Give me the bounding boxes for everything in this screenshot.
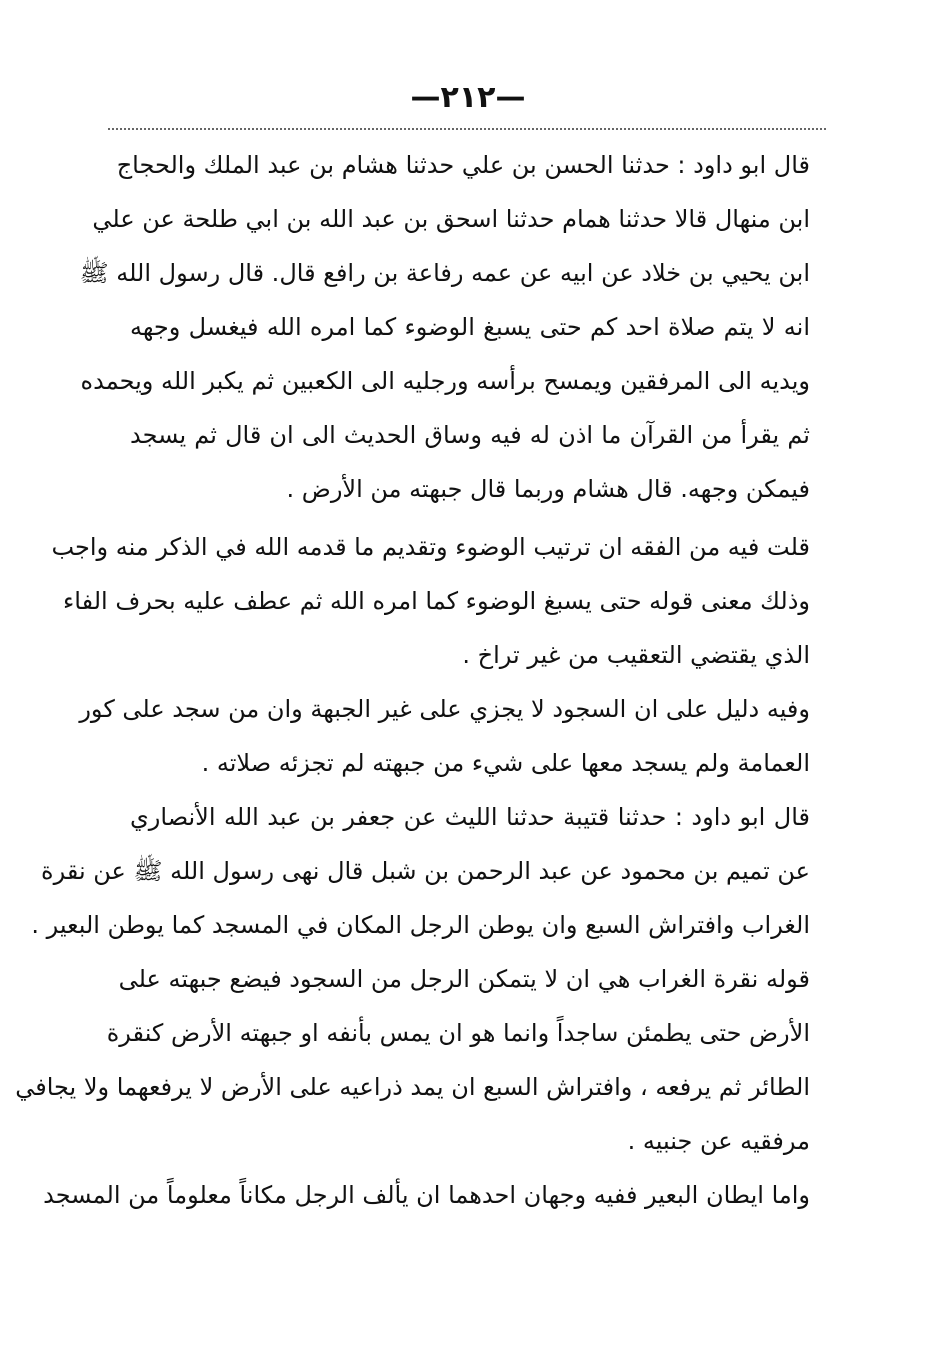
paragraph-1: [79, 138, 810, 516]
text-line: ابن يحيي بن خلاد عن ابيه عن عمه رفاعة بن رافع قال. قال رسول الله ﷺ: [79, 259, 810, 287]
text-line: ابن منهال قالا حدثنا همام حدثنا اسحق بن عبد الله بن ابي طلحة عن علي: [92, 205, 810, 233]
text-line: الطائر ثم يرفعه ، وافتراش السبع ان يمد ذراعيه على الأرض لا يرفعهما ولا يجافي: [15, 1073, 810, 1101]
text-line: ويديه الى المرفقين ويمسح برأسه ورجليه الى الكعبين ثم يكبر الله ويحمده: [80, 367, 810, 395]
paragraph-5: [15, 952, 810, 1168]
text-line: ثم يقرأ من القرآن ما اذن له فيه وساق الحديث الى ان قال ثم يسجد: [130, 421, 810, 449]
text-line: الأرض حتى يطمئن ساجداً وانما هو ان يمس بأنفه او جبهته الأرض كنقرة: [106, 1019, 810, 1047]
text-line: قوله نقرة الغراب هي ان لا يتمكن الرجل من السجود فيضع جبهته على: [118, 965, 810, 993]
paragraph-3: [79, 682, 810, 790]
text-line: الغراب وافتراش السبع وان يوطن الرجل المكان في المسجد كما يوطن البعير .: [31, 911, 810, 939]
text-body: [15, 138, 810, 1222]
text-line: وذلك معنى قوله حتى يسبغ الوضوء كما امره الله ثم عطف عليه بحرف الفاء: [63, 587, 810, 615]
text-line: قلت فيه من الفقه ان ترتيب الوضوء وتقديم ما قدمه الله في الذكر منه واجب: [51, 533, 810, 561]
paragraph-4: [31, 790, 810, 952]
text-line: فيمكن وجهه. قال هشام وربما قال جبهته من الأرض .: [286, 475, 810, 503]
text-line: وفيه دليل على ان السجود لا يجزي على غير الجبهة وان من سجد على كور: [79, 695, 810, 723]
text-line: عن تميم بن محمود عن عبد الرحمن بن شبل قال نهى رسول الله ﷺ عن نقرة: [41, 857, 810, 885]
header-divider: [108, 128, 826, 130]
paragraph-2: [51, 520, 810, 682]
text-line: انه لا يتم صلاة احد كم حتى يسبغ الوضوء كما امره الله فيغسل وجهه: [130, 313, 810, 341]
text-line: العمامة ولم يسجد معها على شيء من جبهته لم تجزئه صلاته .: [201, 749, 810, 777]
paragraph-6: [43, 1168, 810, 1222]
text-line: مرفقيه عن جنبيه .: [627, 1127, 810, 1155]
text-line: الذي يقتضي التعقيب من غير تراخ .: [462, 641, 810, 669]
text-line: قال ابو داود : حدثنا الحسن بن علي حدثنا هشام بن عبد الملك والحجاج: [116, 151, 810, 179]
page-number: —٢١٢—: [410, 80, 526, 115]
text-line: واما ايطان البعير ففيه وجهان احدهما ان يألف الرجل مكاناً معلوماً من المسجد: [43, 1181, 810, 1209]
text-line: قال ابو داود : حدثنا قتيبة حدثنا الليث عن جعفر بن عبد الله الأنصاري: [130, 803, 810, 831]
